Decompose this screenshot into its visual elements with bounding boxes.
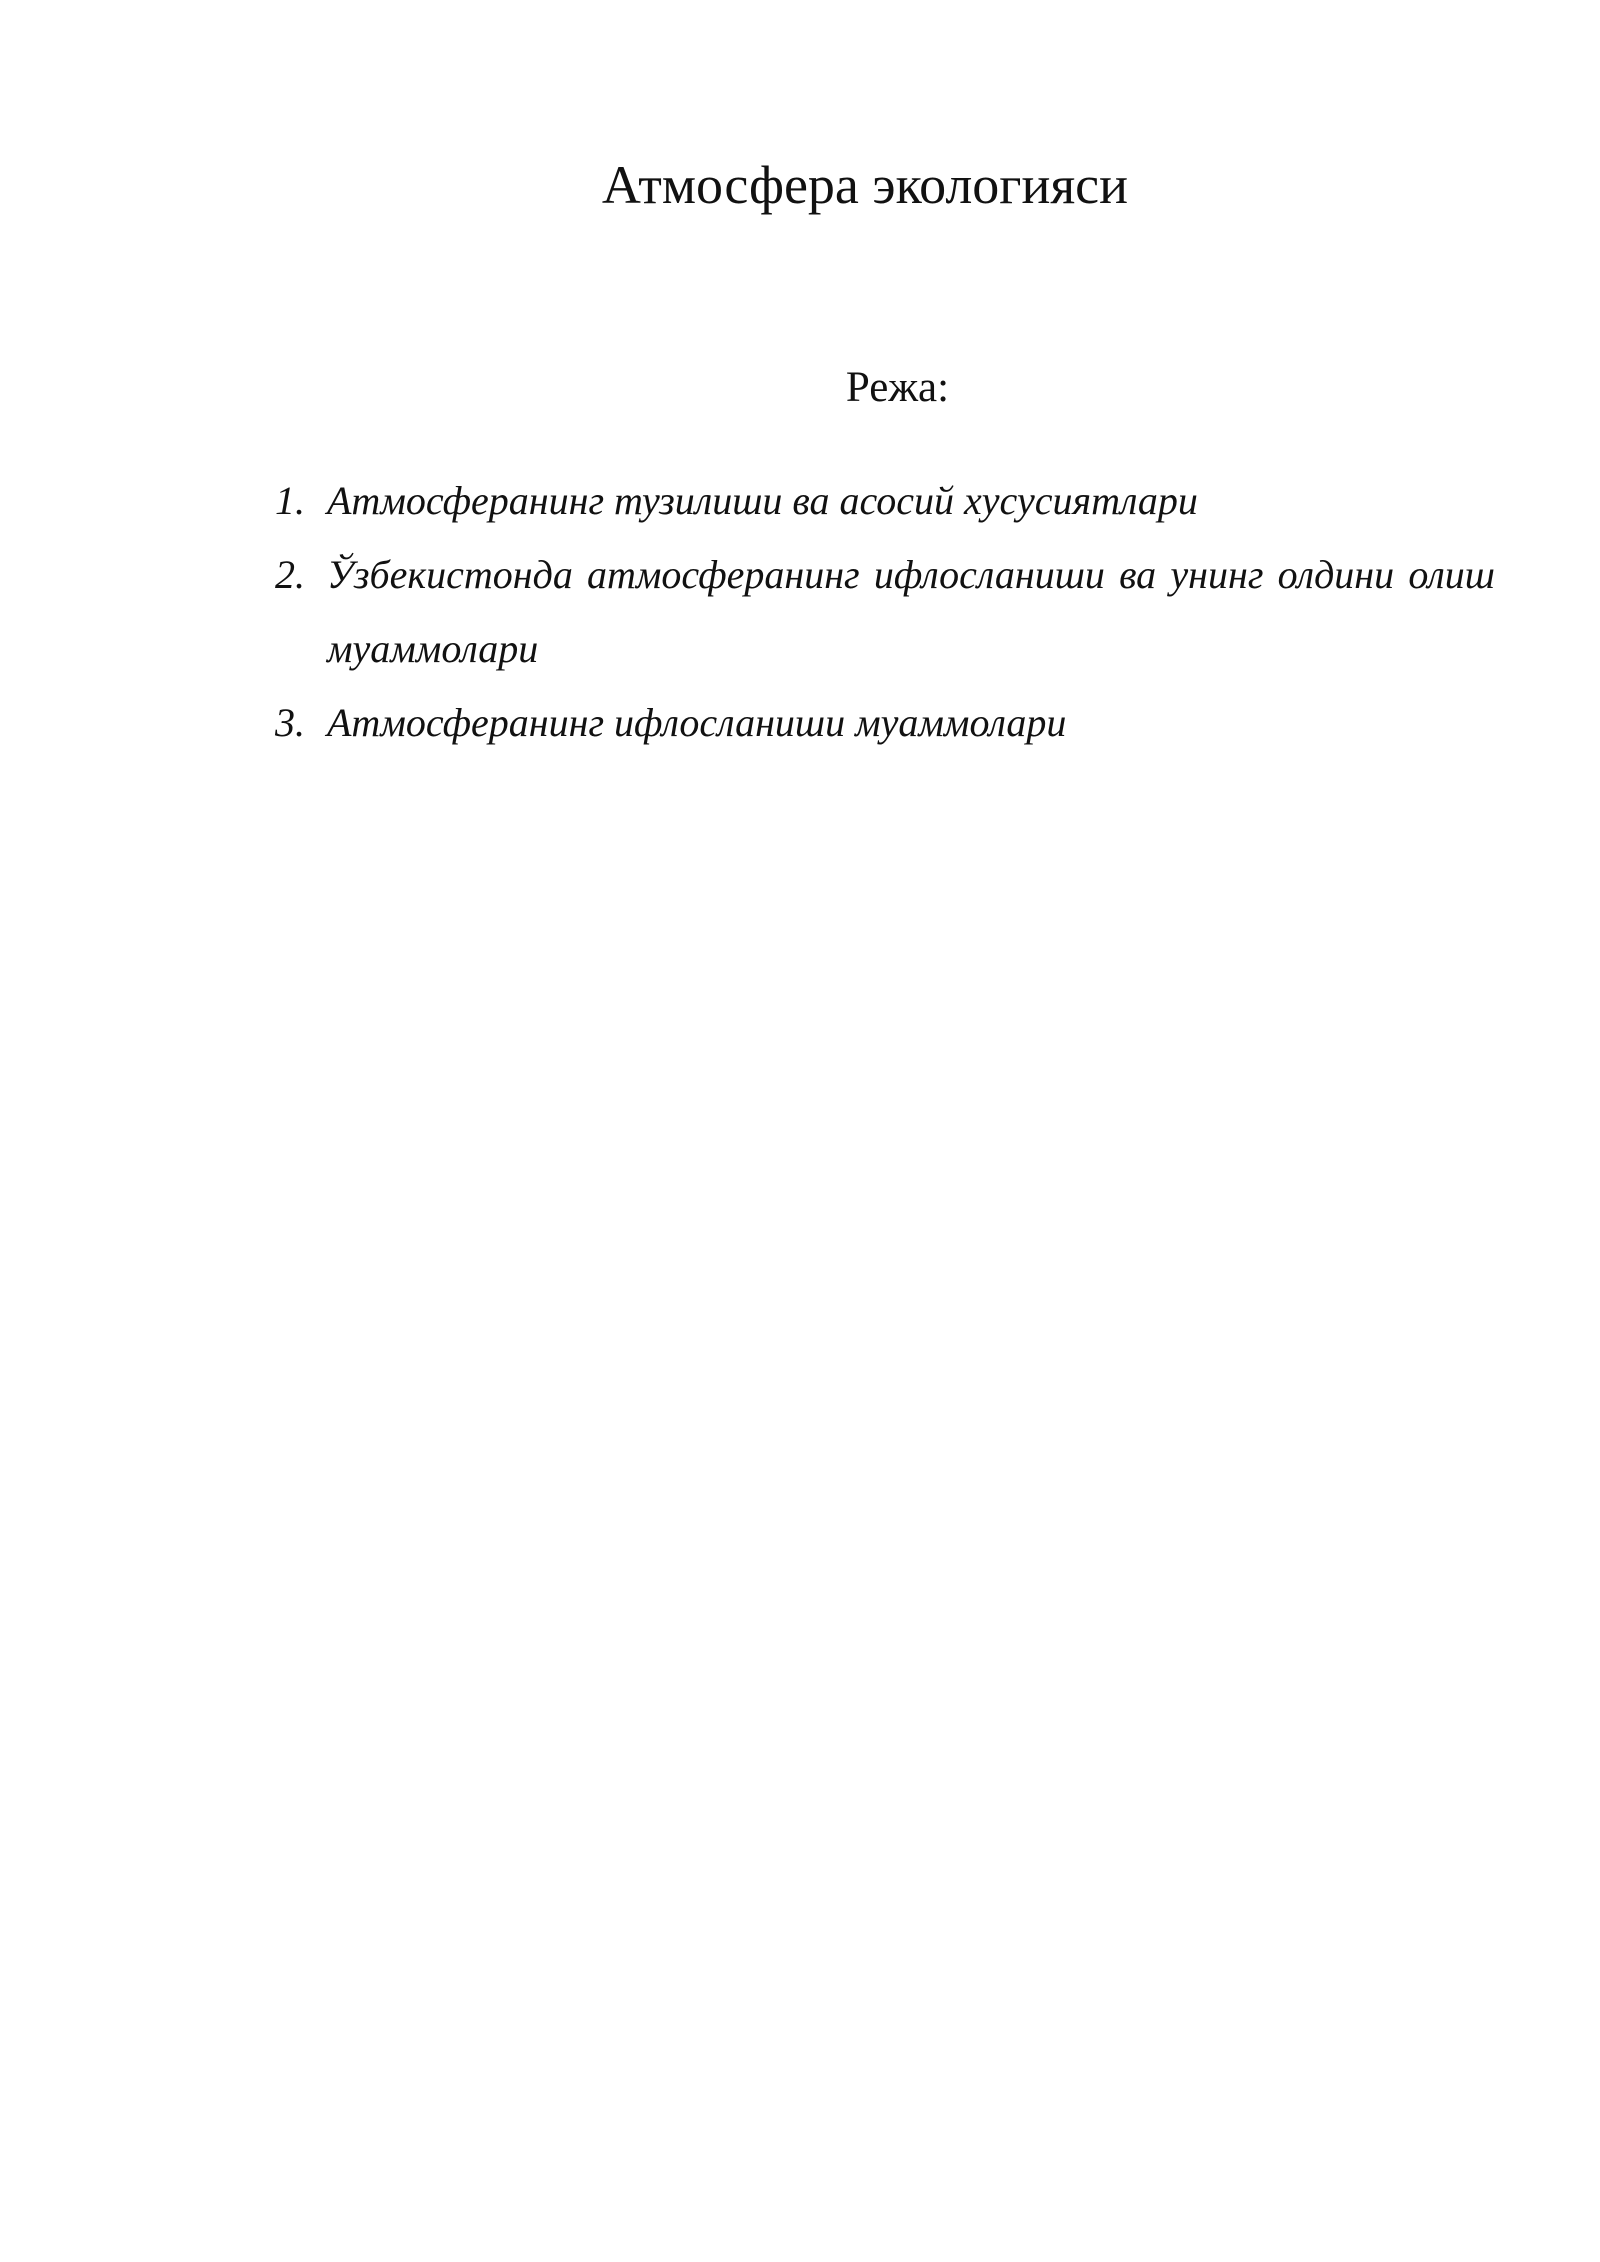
plan-item-number: 2.: [275, 552, 305, 597]
plan-item-text: Атмосферанинг тузилиши ва асосий хусусиятлари: [327, 478, 1198, 523]
plan-item-3: [275, 686, 1495, 760]
plan-heading: Режа:: [845, 364, 950, 411]
plan-item-text: Атмосферанинг ифлосланиши муаммолари: [327, 700, 1067, 745]
plan-list: [275, 464, 1495, 760]
plan-item-number: 1.: [275, 478, 305, 523]
plan-item-number: 3.: [275, 700, 305, 745]
plan-item-2: [275, 538, 1495, 686]
plan-item-text: Ўзбекистонда атмосферанинг ифлосланиши ва унинг олдини олиш муаммолари: [327, 552, 1495, 671]
plan-item-1: [275, 464, 1495, 538]
document-title: Атмосфера экологияси: [601, 155, 1129, 215]
